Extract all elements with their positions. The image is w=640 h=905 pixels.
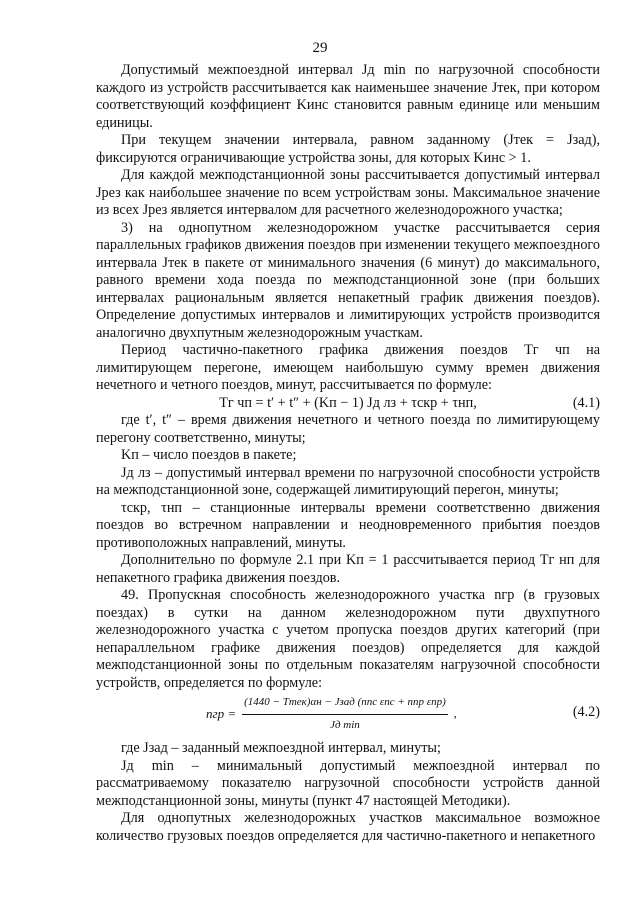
paragraph: 49. Пропускная способность железнодорожного участка nгр (в грузовых поездах) в сутки на данном железнодорожном пути двухпутного железнодорожного участка с учетом пропуска поездов других категорий (при непараллельном графике движения поездов) определяется для каждой межподстанционной зоны по отдельным показателям нагрузочной способности устройств, определяется по формуле: (96, 587, 600, 691)
formula-4-2-tail: , (453, 706, 457, 721)
formula-4-1-expression: Tг чп = t′ + t″ + (Kп − 1) Jд лз + τскр + τнп, (219, 394, 477, 411)
formula-4-2 (96, 694, 600, 734)
formula-4-2-numerator: (1440 − Tтек)αн − Jзад (nпс εпс + nпр εпр) (242, 694, 448, 715)
formula-4-2-denominator: Jд min (330, 718, 360, 731)
paragraph: Допустимый межпоездной интервал Jд min по нагрузочной способности каждого из устройств рассчитывается как наименьшее значение Jтек, при котором соответствующий коэффициент Kинс становится равным единице или меньшим единицы. (96, 62, 600, 131)
formula-4-1 (96, 395, 600, 413)
formula-4-2-lhs: nгр = (206, 706, 237, 722)
paragraph: При текущем значении интервала, равном заданному (Jтек = Jзад), фиксируются ограничивающие устройства зоны, для которых Kинс > 1. (96, 132, 600, 166)
paragraph: τскр, τнп – станционные интервалы времени соответственно движения поездов во встречном направлении и неодновременного прибытия поездов противоположных направлений, минуты. (96, 499, 600, 551)
paragraph: Для однопутных железнодорожных участков максимальное возможное количество грузовых поездов определяется для частично-пакетного и непакетного (96, 810, 600, 844)
paragraph: где Jзад – заданный межпоездной интервал, минуты; (121, 740, 441, 756)
paragraph: Дополнительно по формуле 2.1 при Kп = 1 рассчитывается период Tг нп для непакетного графика движения поездов. (96, 552, 600, 586)
paragraph: Для каждой межподстанционной зоны рассчитывается допустимый интервал Jрез как наибольшее значение по всем устройствам зоны. Максимальное значение из всех Jрез является интервалом для расчетного железнодорожного участка; (96, 167, 600, 218)
paragraph: где t′, t″ – время движения нечетного и четного поезда по лимитирующему перегону соответственно, минуты; (96, 412, 600, 446)
page-number: 29 (312, 40, 328, 56)
paragraph: Период частично-пакетного графика движения поездов Tг чп на лимитирующем перегоне, имеющем наибольшую сумму времен движения нечетного и четного поездов, минут, рассчитывается по формуле: (96, 342, 600, 393)
paragraph: Jд min – минимальный допустимый межпоездной интервал по рассматриваемому показателю нагрузочной способности устройств данной межподстанционной зоны, минуты (пункт 47 настоящей Методики). (96, 757, 600, 809)
formula-4-2-number: (4.2) (572, 704, 600, 720)
paragraph: Kп – число поездов в пакете; (121, 447, 297, 463)
document-body (96, 62, 600, 845)
paragraph: Jд лз – допустимый интервал времени по нагрузочной способности устройств на межподстанционной зоне, содержащей лимитирующий перегон, минуты; (96, 464, 600, 498)
formula-4-1-number: (4.1) (572, 394, 600, 411)
paragraph: 3) на однопутном железнодорожном участке рассчитывается серия параллельных графиков движения поездов при изменении текущего межпоездного интервала Jтек в пакете от минимального значения (6 минут) до максимального, равного времени хода поезда по межподстанционной зоне (при больших интервалах рациональным является непакетный график движения поездов). Определение допустимых интервалов и лимитирующих устройств производится аналогично двухпутным железнодорожным участкам. (96, 219, 600, 341)
